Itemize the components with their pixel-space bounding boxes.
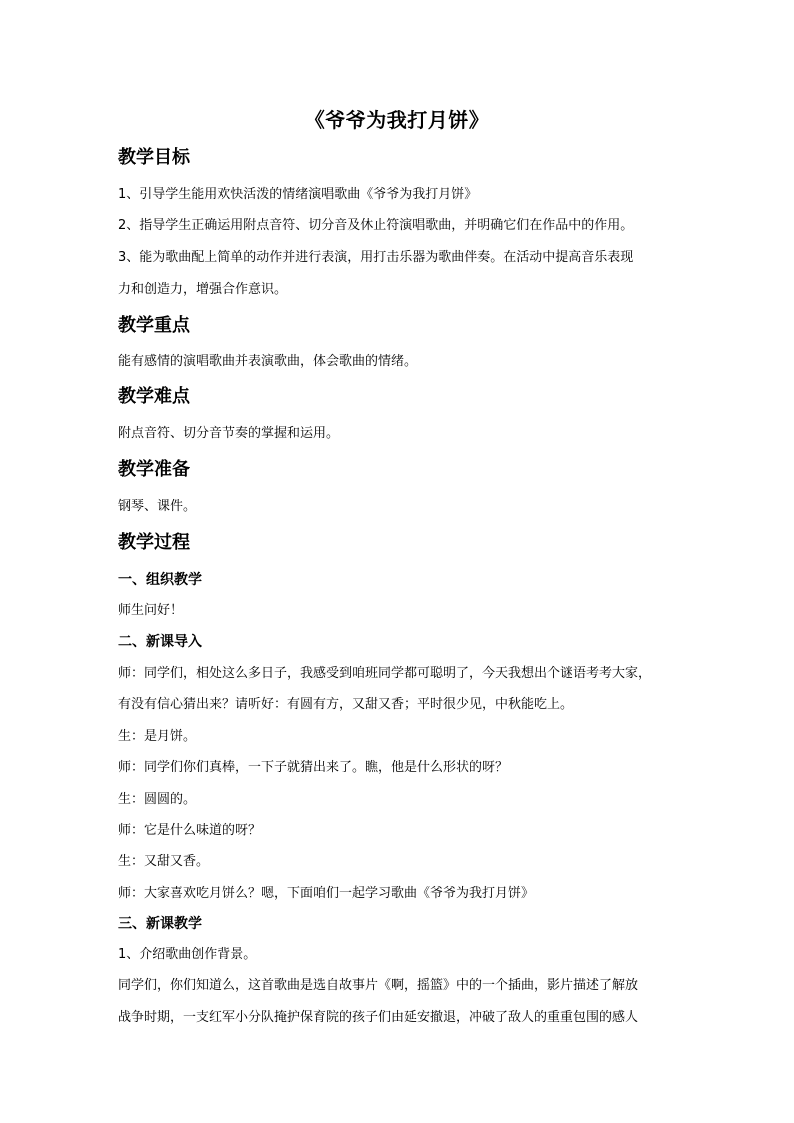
intro-line-1: 师：同学们，相处这么多日子，我感受到咱班同学都可聪明了，今天我想出个谜语考考大家， [118, 666, 652, 681]
intro-line-2: 有没有信心猜出来？请听好：有圆有方，又甜又香；平时很少见，中秋能吃上。 [118, 697, 574, 712]
goal-item-3-continued: 力和创造力，增强合作意识。 [118, 282, 288, 297]
subheading-new-lesson-teaching: 三、新课教学 [118, 916, 202, 932]
goal-item-3: 3、能为歌曲配上简单的动作并进行表演，用打击乐器为歌曲伴奏。在活动中提高音乐表现 [118, 250, 634, 265]
heading-preparation: 教学准备 [118, 459, 190, 480]
subheading-organize-teaching: 一、组织教学 [118, 572, 202, 588]
difficulties-text: 附点音符、切分音节奏的掌握和运用。 [118, 426, 340, 441]
heading-difficulties: 教学难点 [118, 386, 190, 407]
teaching-line-3: 战争时期，一支红军小分队掩护保育院的孩子们由延安撤退，冲破了敌人的重重包围的感人 [118, 1010, 639, 1025]
organize-teaching-text: 师生问好！ [118, 603, 184, 618]
heading-teaching-process: 教学过程 [118, 532, 190, 553]
intro-line-6: 师：它是什么味道的呀？ [118, 823, 262, 838]
goal-item-2: 2、指导学生正确运用附点音符、切分音及休止符演唱歌曲，并明确它们在作品中的作用。 [118, 218, 634, 233]
teaching-line-2: 同学们，你们知道么，这首歌曲是选自故事片《啊，摇篮》中的一个插曲，影片描述了解放 [118, 978, 639, 993]
goal-item-1: 1、引导学生能用欢快活泼的情绪演唱歌曲《爷爷为我打月饼》 [118, 187, 478, 202]
heading-key-points: 教学重点 [118, 315, 190, 336]
intro-line-8: 师：大家喜欢吃月饼么？嗯，下面咱们一起学习歌曲《爷爷为我打月饼》 [118, 886, 535, 901]
intro-line-3: 生：是月饼。 [118, 729, 197, 744]
intro-line-7: 生：又甜又香。 [118, 854, 210, 869]
intro-line-4: 师：同学们你们真棒，一下子就猜出来了。瞧，他是什么形状的呀？ [118, 760, 509, 775]
teaching-line-1: 1、介绍歌曲创作背景。 [118, 947, 257, 962]
subheading-new-lesson-intro: 二、新课导入 [118, 634, 202, 650]
document-title: 《爷爷为我打月饼》 [304, 108, 490, 132]
intro-line-5: 生：圆圆的。 [118, 792, 197, 807]
key-points-text: 能有感情的演唱歌曲并表演歌曲，体会歌曲的情绪。 [118, 354, 418, 369]
preparation-text: 钢琴、课件。 [118, 499, 197, 514]
heading-teaching-goals: 教学目标 [118, 147, 190, 168]
